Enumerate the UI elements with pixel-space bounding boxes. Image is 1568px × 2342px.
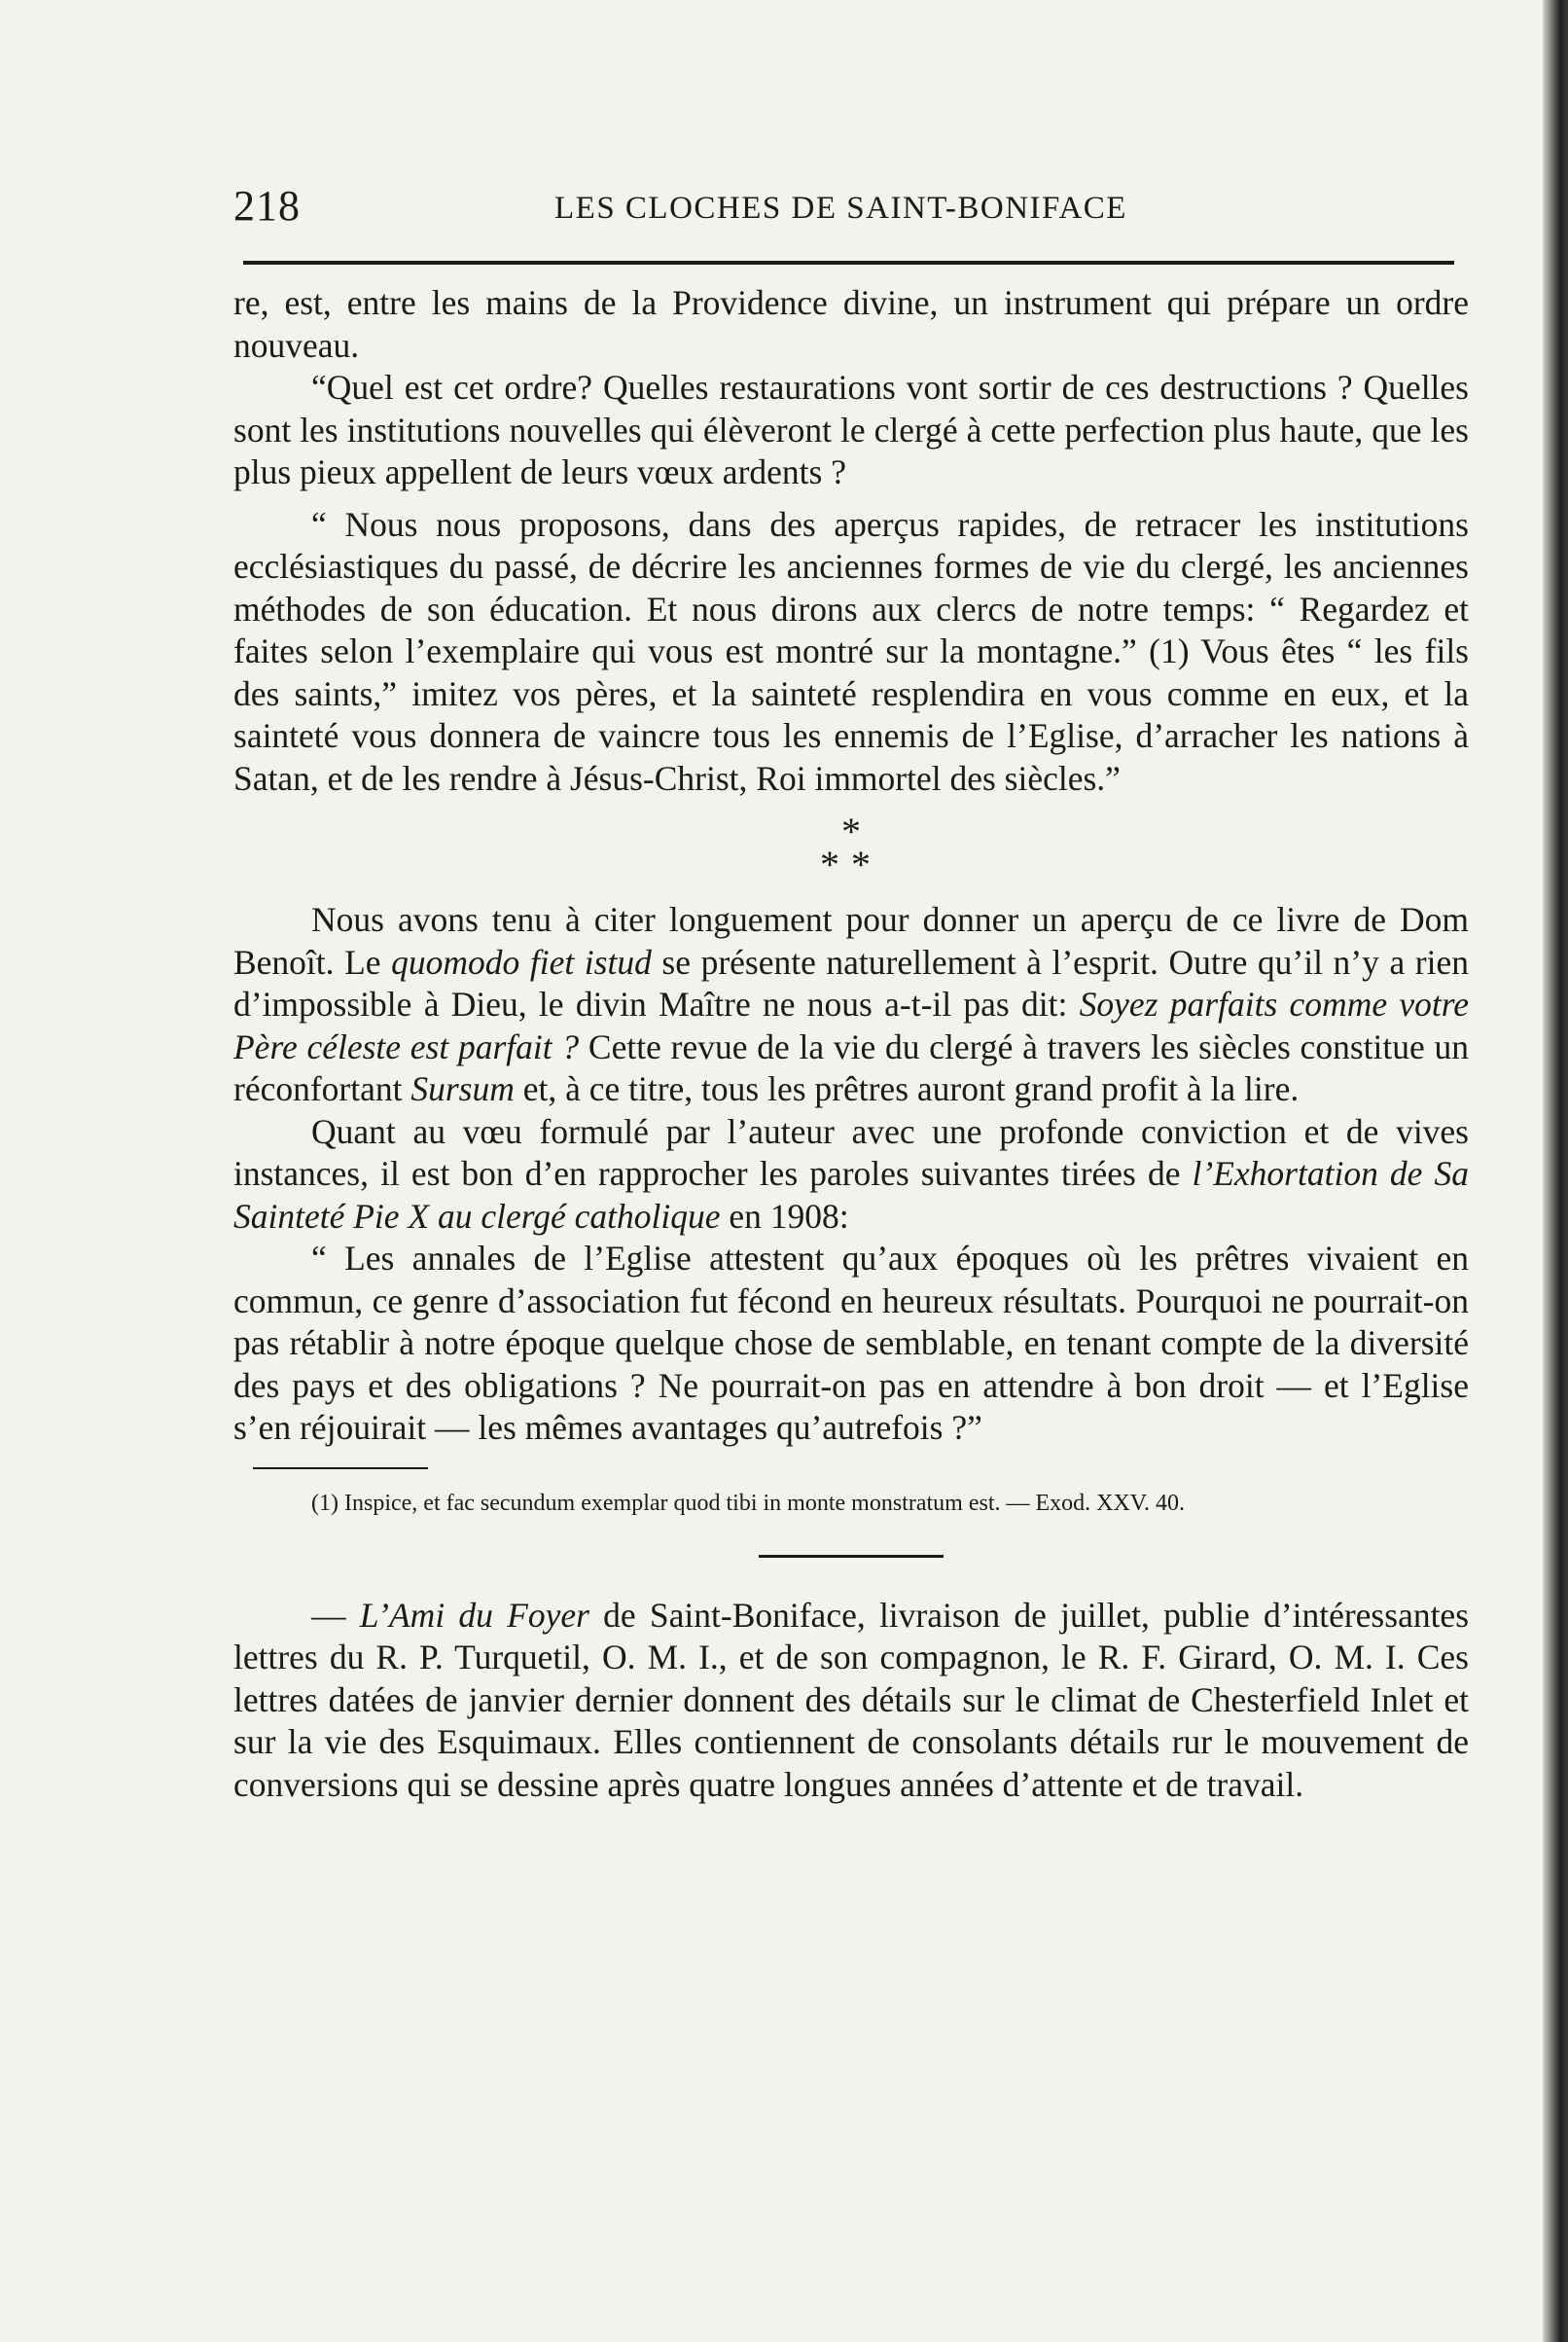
header-rule (243, 261, 1454, 265)
text-run: et, à ce titre, tous les prêtres auront grand profit à la lire. (514, 1069, 1300, 1108)
paragraph-ami-du-foyer (233, 1595, 1469, 1807)
asterism-bottom: ** (820, 843, 882, 886)
text-run: Quant au vœu formulé par l’auteur avec une profonde conviction et de vives instances, il est bon d’en rapprocher les paroles suivantes tirées de (233, 1111, 1469, 1193)
paragraph-commentary (233, 899, 1469, 1111)
body-text (233, 282, 1469, 1806)
text-run: — (311, 1595, 360, 1635)
asterism-separator (233, 800, 1469, 899)
italic-phrase: Sursum (410, 1069, 515, 1108)
section-rule (759, 1555, 944, 1558)
text-run: Cette revue de la vie du clergé à travers les siècles constitue un réconfortant (233, 1027, 1469, 1108)
italic-phrase: quomodo fiet istud (391, 942, 652, 982)
paragraph-quote-question: “Quel est cet ordre? Quelles restaurations vont sortir de ces destructions ? Quelles sont les institutions nouvelles qui élèveront le clergé à cette perfection plus haute, que les plus pieux appellent de leurs vœux ardents ? (233, 368, 1469, 491)
page-header (233, 181, 1459, 249)
text-run: se présente naturellement à l’esprit. Outre qu’il n’y a rien d’impossible à Dieu, le divin Maître ne nous a-t-il pas dit: (233, 942, 1469, 1024)
running-title: LES CLOCHES DE SAINT-BONIFACE (554, 191, 1127, 226)
footnote: (1) Inspice, et fac secundum exemplar quod tibi in monte monstratum est. — Exod. XXV. 40. (311, 1490, 1186, 1516)
footnote-rule (253, 1467, 428, 1469)
italic-phrase: L’Ami du Foyer (359, 1595, 589, 1635)
page-edge-shadow (1543, 0, 1568, 2342)
paragraph-continued: re, est, entre les mains de la Providence divine, un instrument qui prépare un ordre nouveau. (233, 283, 1469, 365)
paragraph-quote-annals: “ Les annales de l’Eglise attestent qu’aux époques où les prêtres vivaient en commun, ce genre d’association fut fécond en heureux résultats. Pourquoi ne pourrait-on pas rétablir à notre époque quelque chose de semblable, en tenant compte de la diversité des pays et des obligations ? Ne pourrait-on pas en attendre à bon droit — et l’Eglise s’en réjouirait — les mêmes avantages qu’autrefois ?” (233, 1239, 1469, 1447)
text-run: Nous avons tenu à citer longuement pour donner un aperçu de ce livre de Dom Benoît. Le (233, 900, 1469, 982)
page-number: 218 (233, 182, 301, 230)
text-run: de Saint-Boniface, livraison de juillet, publie d’intéressantes lettres du R. P. Turquetil, O. M. I., et de son compagnon, le R. F. Girard, O. M. I. Ces lettres datées de janvier dernier donnent des détails sur le climat de Chesterfield Inlet et sur la vie des Esquimaux. Elles contiennent de consolants détails rur le mouvement de conversions qui se dessine après quatre longues années d’attente et de travail. (233, 1595, 1470, 1804)
italic-phrase: l’Exhortation de Sa Sainteté Pie X au clergé catholique (233, 1154, 1469, 1236)
paragraph-vow (233, 1111, 1469, 1239)
italic-phrase: Soyez parfaits comme votre Père céleste est parfait ? (233, 985, 1469, 1066)
paragraph-quote-purpose: “ Nous nous proposons, dans des aperçus rapides, de retracer les institutions ecclésiastiques du passé, de décrire les anciennes formes de vie du clergé, les anciennes méthodes de son éducation. Et nous dirons aux clercs de notre temps: “ Regardez et faites selon l’exemplaire qui vous est montré sur la montagne.” (1) Vous êtes “ les fils des saints,” imitez vos pères, et la sainteté resplendira en vous comme en eux, et la sainteté vous donnera de vaincre tous les ennemis de l’Eglise, d’arracher les nations à Satan, et de les rendre à Jésus-Christ, Roi immortel des siècles.” (233, 504, 1469, 798)
text-run: en 1908: (720, 1196, 849, 1236)
asterism-top: * (841, 810, 861, 853)
